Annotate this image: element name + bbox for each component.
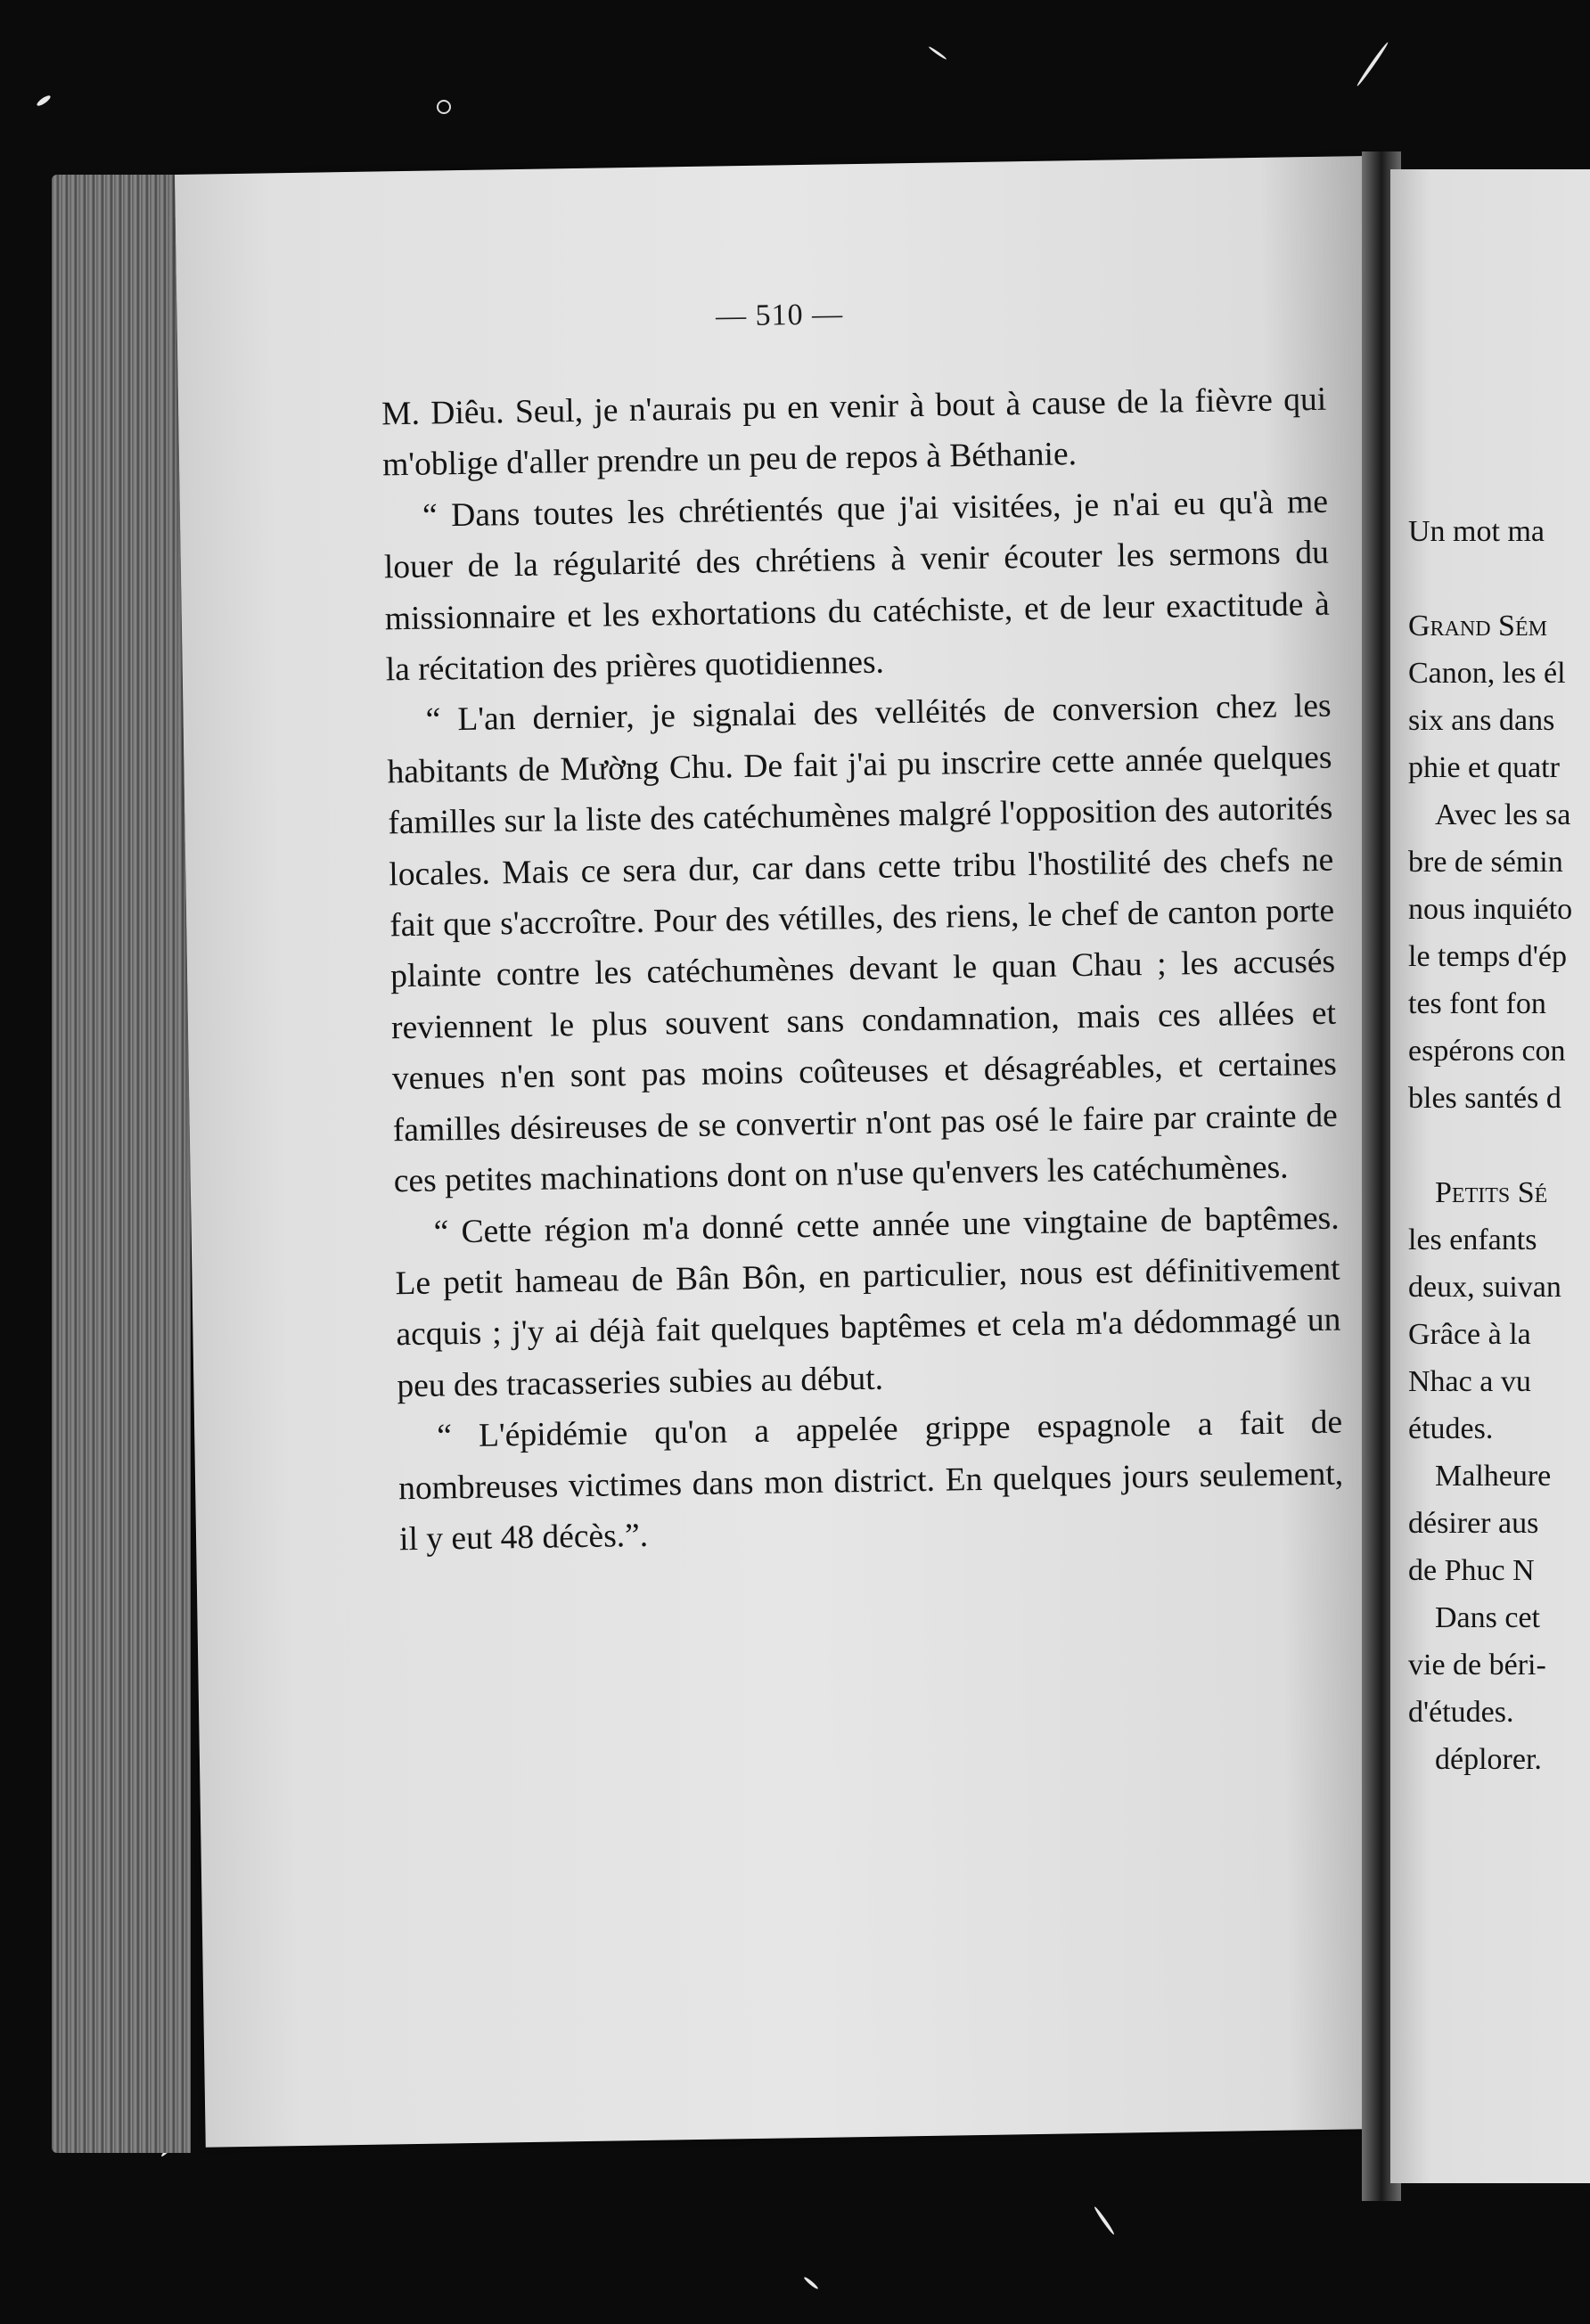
text-line: Malheure: [1435, 1460, 1552, 1493]
right-page-partial: [1390, 169, 1590, 2183]
paragraph: M. Diêu. Seul, je n'aurais pu en venir à bout à cause de la fièvre qui m'oblige d'aller prendre un peu de repos à Béthanie.: [381, 381, 1327, 484]
text-line: Canon, les él: [1408, 657, 1566, 690]
text-line: [1408, 1122, 1590, 1169]
section-heading: Grand Sém: [1408, 610, 1547, 642]
page-number: — 510 —: [715, 298, 844, 333]
text-line: Dans cet: [1435, 1601, 1541, 1634]
text-line: études.: [1408, 1412, 1494, 1445]
text-line: bre de sémin: [1408, 846, 1563, 879]
paragraph: “ L'épidémie qu'on a appelée grippe espagnole a fait de nombreuses victimes dans mon district. En quelques jours seulement, il y eut 48 décès.”.: [398, 1403, 1344, 1559]
text-line: espérons con: [1408, 1035, 1566, 1068]
text-line: les enfants: [1408, 1223, 1537, 1256]
text-line: Grâce à la: [1408, 1318, 1531, 1351]
right-page-text: [1408, 508, 1590, 1783]
text-line: Avec les sa: [1435, 798, 1571, 831]
text-line: le temps d'ép: [1408, 940, 1567, 973]
text-line: Un mot ma: [1408, 515, 1545, 548]
text-line: [1408, 555, 1590, 602]
text-line: vie de béri-: [1408, 1649, 1546, 1682]
text-line: d'études.: [1408, 1696, 1514, 1729]
text-line: Nhac a vu: [1408, 1365, 1531, 1398]
text-line: six ans dans: [1408, 704, 1555, 737]
text-line: nous inquiéto: [1408, 893, 1573, 926]
book-page-edges: [52, 175, 191, 2153]
text-line: déplorer.: [1435, 1743, 1542, 1776]
paragraph: “ Cette région m'a donné cette année une vingtaine de baptêmes. Le petit hameau de Bân Bôn, en particulier, nous est définitivement acquis ; j'y ai déjà fait quelques baptêmes et cela m'a dédommagé un peu des tracasseries subies au début.: [395, 1199, 1341, 1404]
text-line: tes font fon: [1408, 987, 1546, 1020]
text-line: désirer aus: [1408, 1507, 1539, 1540]
text-line: bles santés d: [1408, 1082, 1561, 1115]
dust-speck: [437, 100, 451, 114]
text-line: de Phuc N: [1408, 1554, 1535, 1587]
body-text: [381, 374, 1345, 1566]
section-heading: Petits Sé: [1435, 1176, 1548, 1209]
text-line: deux, suivan: [1408, 1271, 1561, 1304]
left-page: [175, 156, 1411, 2148]
paragraph: “ L'an dernier, je signalai des velléités de conversion chez les habitants de Mường Chu. De fait j'ai pu inscrire cette année quelques familles sur la liste des catéchumènes malgré l'opposition des autorités locales. Mais ce sera dur, car dans cette tribu l'hostilité des chefs ne fait que s'accroître. Pour des vétilles, des riens, le chef de canton porte plainte contre les catéchumènes devant le quan Chau ; les accusés reviennent le plus souvent sans condamnation, mais ces allées et venues n'en sont pas moins coûteuses et désagréables, et certaines familles désireuses de se convertir n'ont pas osé le faire par crainte de ces petites machinations dont on n'use qu'envers les catéchumènes.: [387, 688, 1339, 1200]
paragraph: “ Dans toutes les chrétientés que j'ai visitées, je n'ai eu qu'à me louer de la régularité des chrétiens à venir écouter les sermons du missionnaire et les exhortations du catéchiste, et de leur exactitude à la récitation des prières quotidiennes.: [383, 483, 1331, 689]
text-line: phie et quatr: [1408, 751, 1560, 784]
